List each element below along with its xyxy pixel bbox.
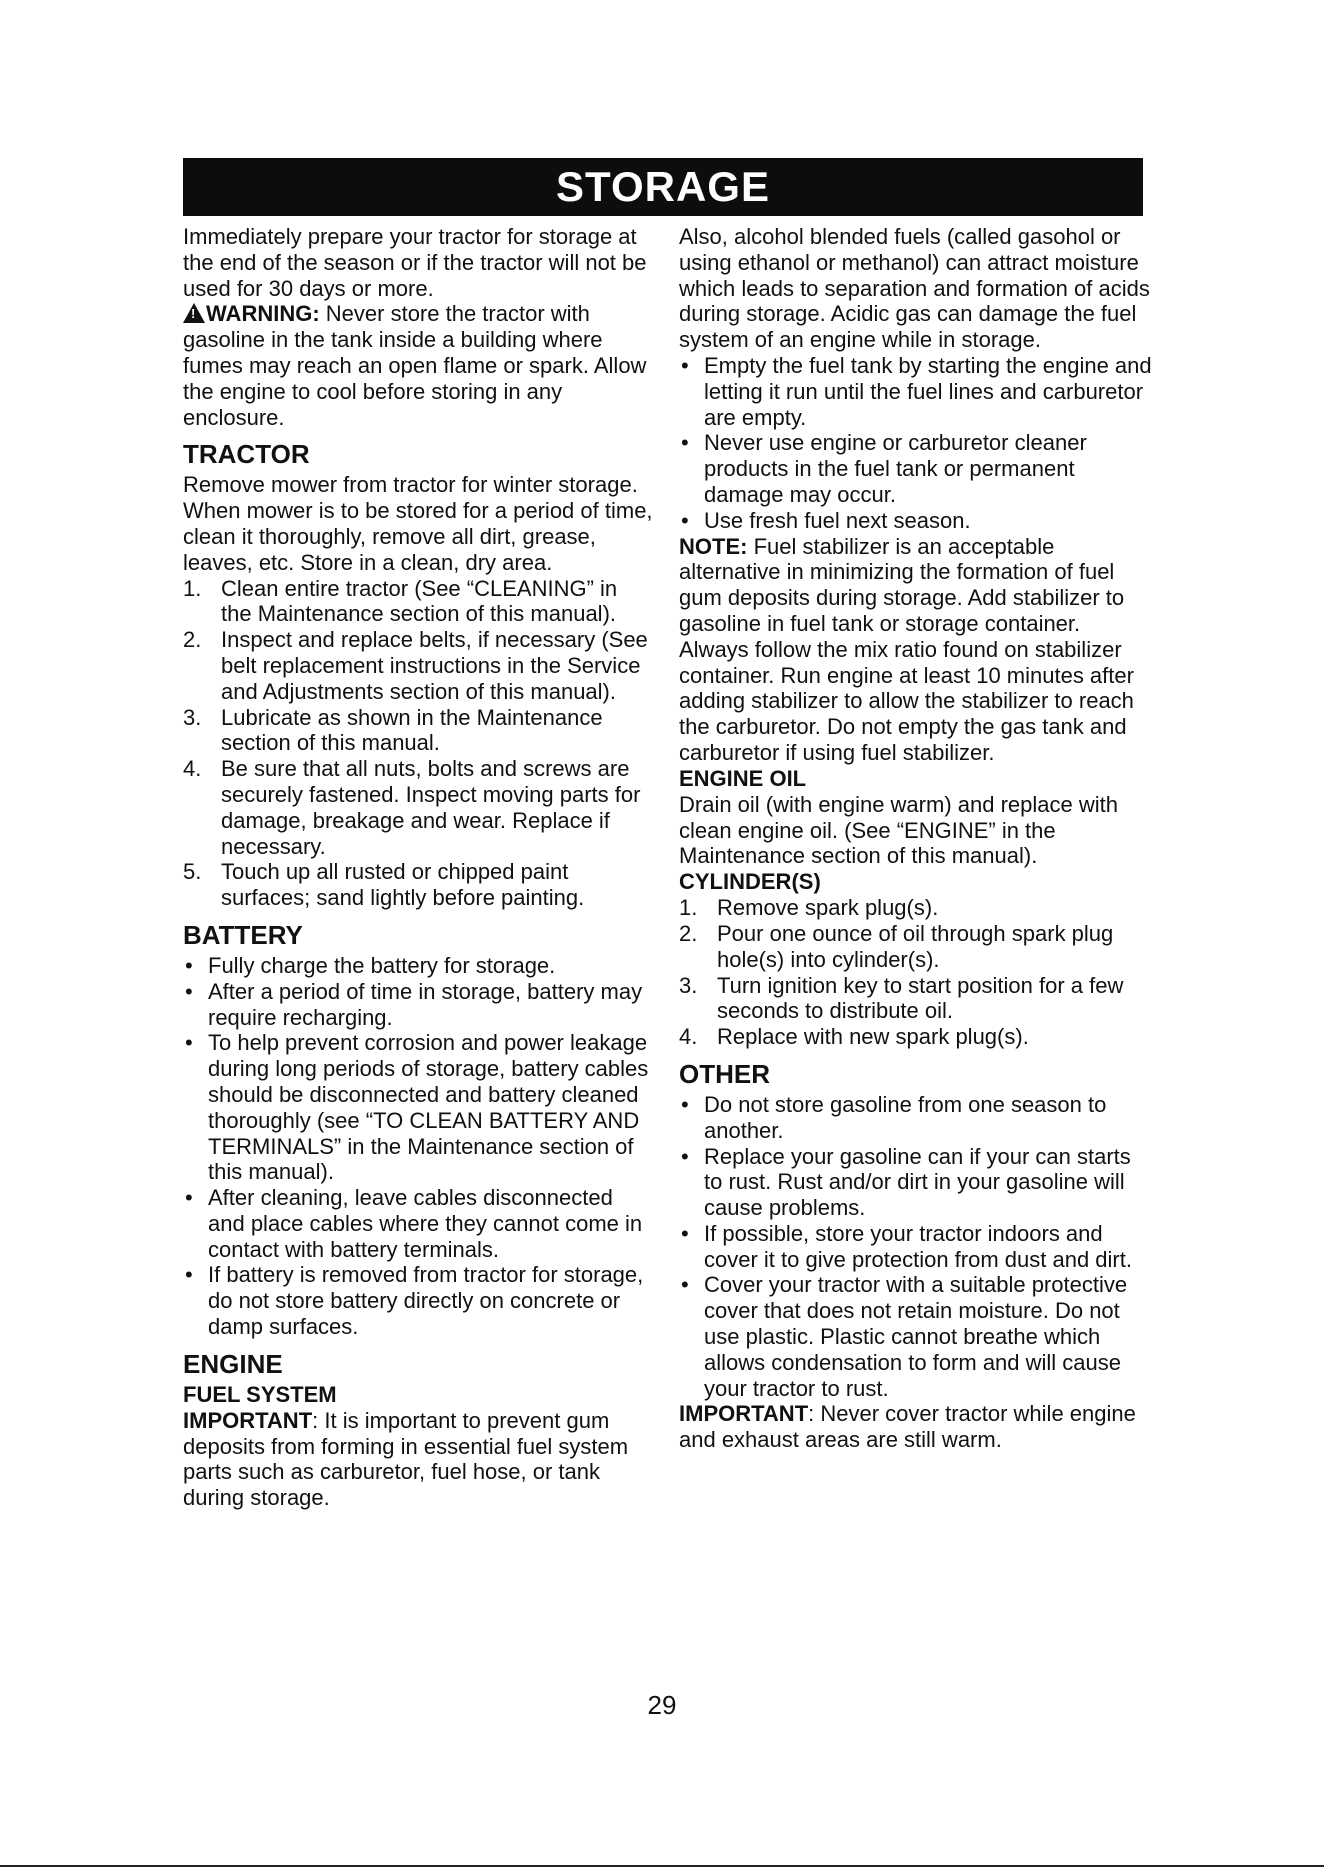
list-item: • Fully charge the battery for storage. <box>183 953 653 979</box>
tractor-steps <box>183 576 653 911</box>
warning-paragraph <box>183 301 653 430</box>
list-item: • Replace your gasoline can if your can starts to rust. Rust and/or dirt in your gasoline will cause problems. <box>679 1144 1154 1221</box>
right-column <box>679 224 1154 1453</box>
list-item: 2. Pour one ounce of oil through spark plug hole(s) into cylinder(s). <box>679 920 1114 972</box>
list-item: • If possible, store your tractor indoors and cover it to give protection from dust and dirt. <box>679 1221 1154 1273</box>
list-item: 4. Be sure that all nuts, bolts and screws are securely fastened. Inspect moving parts for damage, breakage and wear. Replace if necessary. <box>183 756 641 859</box>
list-item: • After cleaning, leave cables disconnected and place cables where they cannot come in contact with battery terminals. <box>183 1185 653 1262</box>
note-paragraph: NOTE: Fuel stabilizer is an acceptable alternative in minimizing the formation of fuel gum deposits during storage. Add stabilizer to gasoline in fuel tank or storage container. Always follow the mix ratio found on stabilizer container. Run engine at least 10 minutes after adding stabilizer to allow the stabilizer to reach the carburetor. Do not empty the gas tank and carburetor if using fuel stabilizer. <box>679 533 1134 765</box>
list-item: • After a period of time in storage, battery may require recharging. <box>183 979 653 1031</box>
warning-label: WARNING: <box>206 301 320 327</box>
fuel-important-paragraph: IMPORTANT: It is important to prevent gum deposits from forming in essential fuel system parts such as carburetor, fuel hose, or tank during storage. <box>183 1407 629 1511</box>
list-item: • To help prevent corrosion and power leakage during long periods of storage, battery cables should be disconnected and battery cleaned thoroughly (see “TO CLEAN BATTERY AND TERMINALS” in the Maintenance section of this manual). <box>183 1030 653 1185</box>
other-heading: OTHER <box>679 1058 770 1089</box>
list-item: 3. Lubricate as shown in the Maintenance section of this manual. <box>183 704 603 756</box>
list-item: • Do not store gasoline from one season to another. <box>679 1092 1154 1144</box>
fuel-bullets <box>679 353 1154 534</box>
warning-triangle-icon <box>183 303 205 323</box>
bottom-divider <box>0 1865 1324 1867</box>
page-title: STORAGE <box>183 158 1143 216</box>
engine-oil-text: Drain oil (with engine warm) and replace with clean engine oil. (See “ENGINE” in the Maintenance section of this manual). <box>679 791 1118 869</box>
list-item: • Cover your tractor with a suitable protective cover that does not retain moisture. Do not use plastic. Plastic cannot breathe which allows condensation to form and will cause your tractor to rust. <box>679 1272 1154 1401</box>
list-item: • Empty the fuel tank by starting the engine and letting it run until the fuel lines and carburetor are empty. <box>679 353 1154 430</box>
battery-bullets <box>183 953 653 1340</box>
other-important-paragraph: IMPORTANT: Never cover tractor while engine and exhaust areas are still warm. <box>679 1401 1136 1453</box>
list-item: 3. Turn ignition key to start position for a few seconds to distribute oil. <box>679 972 1124 1024</box>
cylinders-heading: CYLINDER(S) <box>679 869 821 895</box>
intro-text: Immediately prepare your tractor for storage at the end of the season or if the tractor will not be used for 30 days or more. <box>183 224 647 301</box>
cylinder-steps <box>679 895 1154 1050</box>
list-item: 1. Remove spark plug(s). <box>679 895 939 921</box>
tractor-text: Remove mower from tractor for winter storage. When mower is to be stored for a period of time, clean it thoroughly, remove all dirt, grease, leaves, etc. Store in a clean, dry area. <box>183 472 653 575</box>
warning-text: Never store the tractor with gasoline in the tank inside a building where fumes may reach an open flame or spark. Allow the engine to cool before storing in any enclosure. <box>183 301 647 430</box>
left-column <box>183 224 653 1511</box>
alcohol-text: Also, alcohol blended fuels (called gasohol or using ethanol or methanol) can attract moisture which leads to separation and formation of acids during storage. Acidic gas can damage the fuel system of an engine while in storage. <box>679 224 1150 353</box>
battery-heading: BATTERY <box>183 919 303 950</box>
list-item: • Use fresh fuel next season. <box>679 508 1154 534</box>
engine-heading: ENGINE <box>183 1348 283 1379</box>
fuel-system-heading: FUEL SYSTEM <box>183 1381 337 1407</box>
other-bullets <box>679 1092 1154 1402</box>
list-item: 1. Clean entire tractor (See “CLEANING” in the Maintenance section of this manual). <box>183 575 618 627</box>
tractor-heading: TRACTOR <box>183 439 310 470</box>
list-item: 2. Inspect and replace belts, if necessary (See belt replacement instructions in the Service and Adjustments section of this manual). <box>183 627 648 704</box>
engine-oil-heading: ENGINE OIL <box>679 765 807 791</box>
page-number: 29 <box>647 1690 677 1720</box>
list-item: 5. Touch up all rusted or chipped paint surfaces; sand lightly before painting. <box>183 859 585 911</box>
list-item: • Never use engine or carburetor cleaner products in the fuel tank or permanent damage may occur. <box>679 430 1154 507</box>
list-item: 4. Replace with new spark plug(s). <box>679 1024 1029 1050</box>
list-item: • If battery is removed from tractor for storage, do not store battery directly on concrete or damp surfaces. <box>183 1262 653 1339</box>
